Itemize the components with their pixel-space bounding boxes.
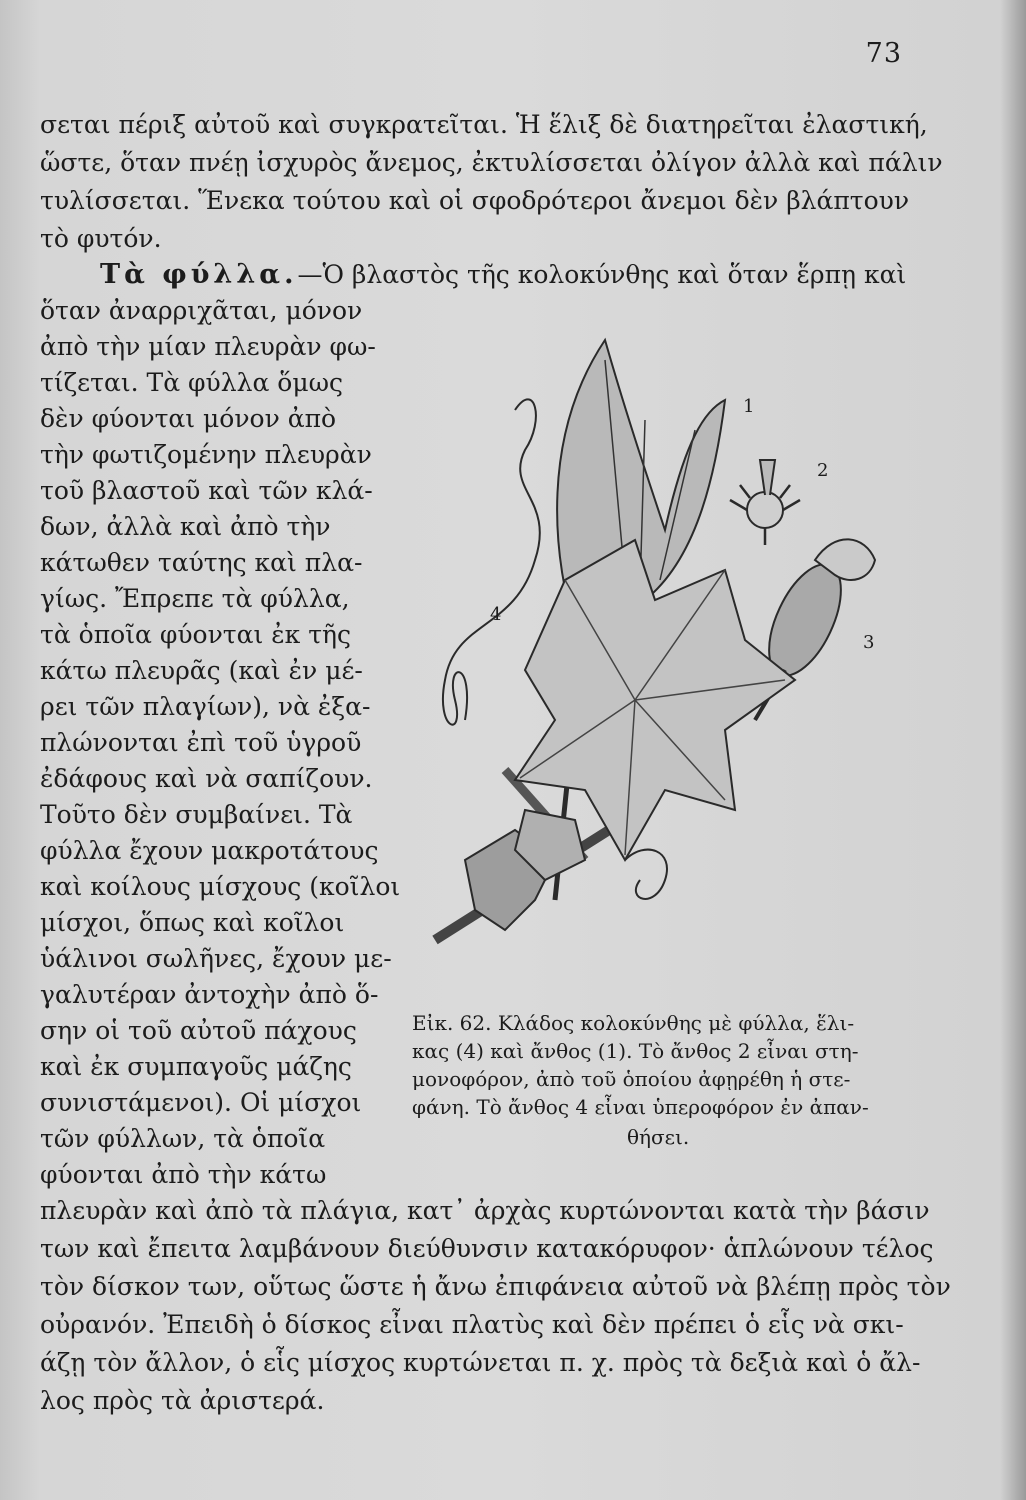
- text-line: πλευρὰν καὶ ἀπὸ τὰ πλάγια, κατ᾿ ἀρχὰς κυρτώνονται κατὰ τὴν βάσιν: [40, 1196, 930, 1225]
- text-line: ὥστε, ὅταν πνέῃ ἰσχυρὸς ἄνεμος, ἐκτυλίσσεται ὀλίγον ἀλλὰ καὶ πάλιν: [40, 148, 943, 177]
- squash-branch-illustration: [395, 300, 915, 1000]
- text-line: τὸ φυτόν.: [40, 224, 162, 253]
- caption-line: θήσει.: [627, 1125, 690, 1149]
- column-line: ὅταν ἀναρριχᾶται, μόνον: [40, 296, 363, 325]
- column-line: φύλλα ἔχουν μακροτάτους: [40, 836, 379, 865]
- column-line: κάτωθεν ταύτης καὶ πλα-: [40, 548, 363, 577]
- column-line: ὑάλινοι σωλῆνες, ἔχουν με-: [40, 944, 392, 973]
- column-line: κάτω πλευρᾶς (καὶ ἐν μέ-: [40, 656, 363, 685]
- text-line: τὸν δίσκον των, οὕτως ὥστε ἡ ἄνω ἐπιφάνεια αὐτοῦ νὰ βλέπῃ πρὸς τὸν: [40, 1272, 951, 1301]
- column-line: καὶ κοίλους μίσχους (κοῖλοι: [40, 872, 401, 901]
- caption-line: φάνη. Τὸ ἄνθος 4 εἶναι ὑπεροφόρον ἐν ἀπαν-: [412, 1095, 869, 1119]
- column-line: καὶ ἐκ συμπαγοῦς μάζης: [40, 1052, 352, 1081]
- column-line: πλώνονται ἐπὶ τοῦ ὑγροῦ: [40, 728, 362, 757]
- column-line: γίως. Ἔπρεπε τὰ φύλλα,: [40, 584, 350, 613]
- column-line: φύονται ἀπὸ τὴν κάτω: [40, 1160, 327, 1189]
- column-line: ρει τῶν πλαγίων), νὰ ἐξα-: [40, 692, 371, 721]
- text-line: λος πρὸς τὰ ἀριστερά.: [40, 1386, 325, 1415]
- text-line: άζῃ τὸν ἄλλον, ὁ εἷς μίσχος κυρτώνεται π. χ. πρὸς τὰ δεξιὰ καὶ ὁ ἄλ-: [40, 1348, 921, 1377]
- caption-line: Εἰκ. 62. Κλάδος κολοκύνθης μὲ φύλλα, ἕλι-: [412, 1011, 855, 1035]
- text-line: οὐρανόν. Ἐπειδὴ ὁ δίσκος εἶναι πλατὺς καὶ δὲν πρέπει ὁ εἷς νὰ σκι-: [40, 1310, 904, 1339]
- column-line: συνιστάμενοι). Οἱ μίσχοι: [40, 1088, 362, 1117]
- figure-label: 1: [743, 396, 755, 417]
- page-number: 73: [865, 38, 902, 69]
- column-line: γαλυτέραν ἀντοχὴν ἀπὸ ὅ-: [40, 980, 379, 1009]
- column-line: τῶν φύλλων, τὰ ὁποῖα: [40, 1124, 326, 1153]
- section-heading: Τὰ φύλλα.: [100, 259, 298, 290]
- column-line: μίσχοι, ὅπως καὶ κοῖλοι: [40, 908, 345, 937]
- section-heading-line: [100, 260, 906, 290]
- text-line: σεται πέριξ αὐτοῦ καὶ συγκρατεῖται. Ἡ ἕλιξ δὲ διατηρεῖται ἐλαστική,: [40, 110, 928, 139]
- figure-label: 2: [817, 460, 829, 481]
- figure-label: 4: [490, 604, 502, 625]
- column-line: δὲν φύονται μόνον ἀπὸ: [40, 404, 337, 433]
- column-line: τοῦ βλαστοῦ καὶ τῶν κλά-: [40, 476, 373, 505]
- caption-line: κας (4) καὶ ἄνθος (1). Τὸ ἄνθος 2 εἶναι στη-: [412, 1039, 859, 1063]
- column-line: σην οἱ τοῦ αὐτοῦ πάχους: [40, 1016, 357, 1045]
- column-line: ἐδάφους καὶ νὰ σαπίζουν.: [40, 764, 373, 793]
- section-first-line: —Ὁ βλαστὸς τῆς κολοκύνθης καὶ ὅταν ἕρπῃ καὶ: [297, 260, 907, 289]
- column-line: τίζεται. Τὰ φύλλα ὅμως: [40, 368, 343, 397]
- text-line: τυλίσσεται. Ἕνεκα τούτου καὶ οἱ σφοδρότεροι ἄνεμοι δὲν βλάπτουν: [40, 186, 910, 215]
- column-line: δων, ἀλλὰ καὶ ἀπὸ τὴν: [40, 512, 331, 541]
- column-line: Τοῦτο δὲν συμβαίνει. Τὰ: [40, 800, 353, 829]
- caption-line: μονοφόρον, ἀπὸ τοῦ ὁποίου ἀφῃρέθη ἡ στε-: [412, 1067, 851, 1091]
- figure-label: 3: [863, 632, 875, 653]
- column-line: τὰ ὁποῖα φύονται ἐκ τῆς: [40, 620, 352, 649]
- column-line: τὴν φωτιζομένην πλευρὰν: [40, 440, 372, 469]
- text-line: των καὶ ἔπειτα λαμβάνουν διεύθυνσιν κατακόρυφον· ἁπλώνουν τέλος: [40, 1234, 934, 1263]
- column-line: ἀπὸ τὴν μίαν πλευρὰν φω-: [40, 332, 376, 361]
